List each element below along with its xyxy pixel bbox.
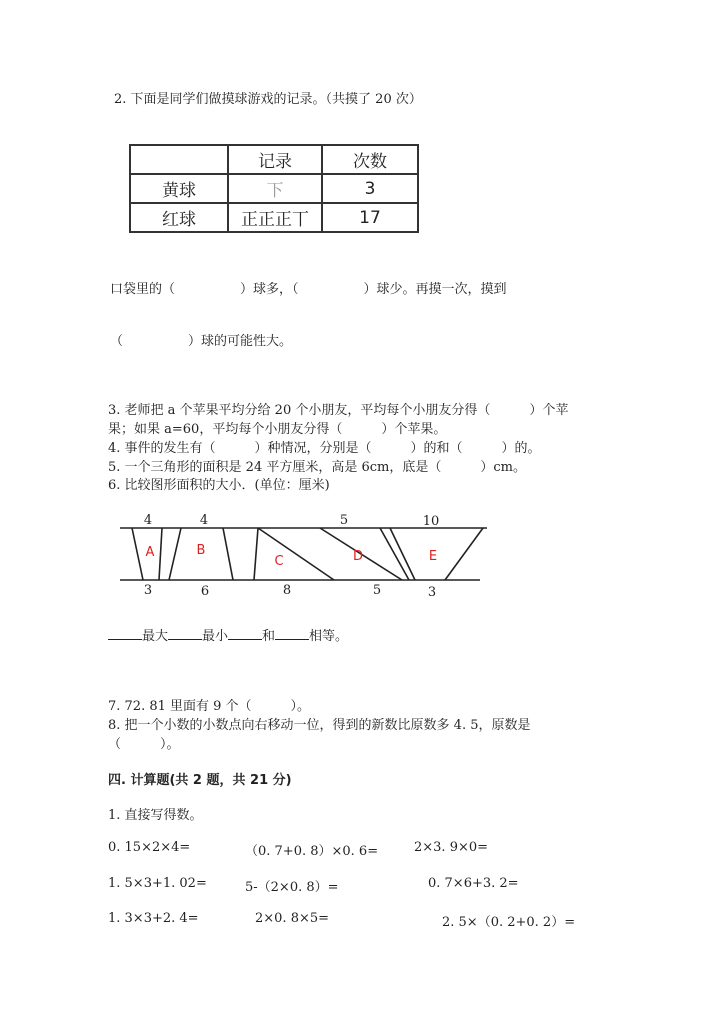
table-cell-name: 黄球	[130, 174, 228, 203]
edge-line	[258, 528, 334, 580]
table-cell-count: 17	[322, 203, 418, 232]
section-4-title: 四. 计算题(共 2 题，共 21 分)	[108, 773, 292, 788]
q8-line2: （ ）。	[108, 737, 180, 752]
answer-word: 最小	[202, 629, 229, 644]
shape-label-a: A	[145, 545, 155, 560]
edge-line	[132, 528, 143, 580]
calc-q1-title: 1. 直接写得数。	[108, 808, 203, 823]
shape-label-b: B	[196, 543, 206, 558]
calc-item: 0. 7×6+3. 2=	[428, 876, 519, 891]
bottom-label: 6	[200, 584, 210, 599]
q2-title: 2. 下面是同学们做摸球游戏的记录。（共摸了 20 次）	[114, 92, 422, 107]
answer-blank[interactable]	[275, 627, 309, 640]
q6-answer-line	[108, 625, 348, 644]
table-cell-name: 红球	[130, 203, 228, 232]
q2-question-line1: 口袋里的（ ）球多，（ ）球少。再摸一次，摸到	[110, 282, 507, 297]
q5-text: 5. 一个三角形的面积是 24 平方厘米，高是 6cm，底是（ ）cm。	[108, 460, 526, 475]
top-label: 4	[143, 513, 153, 528]
shape-label-e: E	[428, 549, 438, 564]
calc-item: 2×3. 9×0=	[414, 840, 489, 855]
q7-text: 7. 72. 81 里面有 9 个（ ）。	[108, 699, 311, 714]
trapezoid-figure	[115, 510, 495, 604]
table-cell-count: 3	[322, 174, 418, 203]
answer-word: 最大	[142, 629, 169, 644]
bottom-label: 3	[143, 583, 153, 598]
bottom-label: 8	[282, 583, 292, 598]
bottom-label: 5	[372, 583, 382, 598]
q2-question-line2: （ ）球的可能性大。	[110, 334, 293, 349]
edge-line	[159, 528, 162, 580]
calc-item: 1. 3×3+2. 4=	[108, 911, 199, 926]
table-header-cell	[130, 145, 228, 174]
calc-item: 1. 5×3+1. 02=	[108, 876, 207, 891]
q3-line1: 3. 老师把 a 个苹果平均分给 20 个小朋友，平均每个小朋友分得（ ）个苹	[108, 403, 569, 418]
top-label: 5	[339, 513, 349, 528]
top-label: 4	[199, 513, 209, 528]
top-label: 10	[422, 514, 440, 529]
answer-blank[interactable]	[108, 627, 142, 640]
q3-line2: 果；如果 a=60，平均每个小朋友分得（ ）个苹果。	[108, 422, 447, 437]
table-row	[130, 174, 418, 203]
shape-label-c: C	[274, 554, 284, 569]
calc-item: 2×0. 8×5=	[255, 911, 330, 926]
calc-item: 5-（2×0. 8）=	[245, 880, 339, 895]
table-cell-record: 正正正丅	[228, 203, 322, 232]
edge-line	[254, 528, 258, 580]
bottom-label: 3	[427, 585, 437, 600]
answer-blank[interactable]	[168, 627, 202, 640]
table-header-row	[130, 145, 418, 174]
table-row	[130, 203, 418, 232]
table-header-cell: 记录	[228, 145, 322, 174]
ball-record-table	[129, 144, 419, 233]
answer-blank[interactable]	[228, 627, 262, 640]
table-header-cell: 次数	[322, 145, 418, 174]
calc-item: 0. 15×2×4=	[108, 840, 191, 855]
q4-text: 4. 事件的发生有（ ）种情况，分别是（ ）的和（ ）的。	[108, 441, 541, 456]
q8-line1: 8. 把一个小数的小数点向右移动一位，得到的新数比原数多 4. 5，原数是	[108, 718, 531, 733]
edge-line	[169, 528, 181, 580]
edge-line	[223, 528, 233, 580]
answer-word: 和	[262, 629, 276, 644]
edge-line	[445, 528, 483, 580]
q6-title: 6. 比较图形面积的大小．(单位：厘米)	[108, 478, 330, 493]
calc-item: （0. 7+0. 8）×0. 6=	[245, 844, 379, 859]
shape-label-d: D	[352, 549, 364, 564]
answer-word: 相等。	[309, 629, 349, 644]
table-cell-record: 下	[228, 174, 322, 203]
calc-item: 2. 5×（0. 2+0. 2）=	[442, 915, 576, 930]
